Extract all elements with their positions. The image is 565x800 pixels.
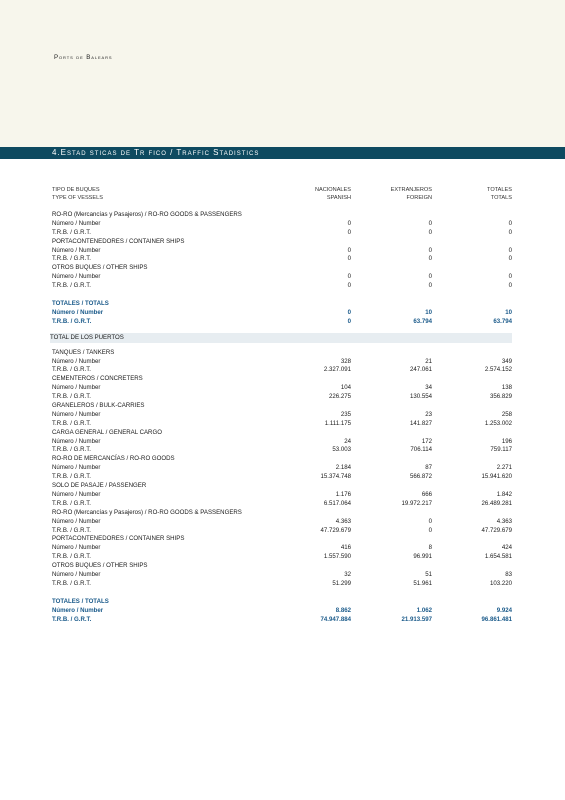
cell-total: 103.220 (489, 579, 512, 587)
row-label: PORTACONTENEDORES / CONTAINER SHIPS (52, 535, 185, 543)
cell-spanish: 1.176 (335, 490, 351, 498)
cell-total: 83 (505, 570, 512, 578)
cell-foreign: 87 (425, 464, 432, 472)
row-label: T.R.B. / G.R.T. (52, 228, 91, 236)
cell-total: 258 (501, 410, 512, 418)
row-label: OTROS BUQUES / OTHER SHIPS (52, 264, 148, 272)
cell-total: 0 (508, 228, 512, 236)
table-row (52, 273, 512, 282)
cell-spanish: 24 (344, 437, 351, 445)
header-foreign-en: FOREIGN (406, 195, 432, 201)
cell-total: 196 (501, 437, 512, 445)
cell-spanish: 416 (340, 544, 351, 552)
row-label: Número / Number (52, 570, 101, 578)
cell-total: 10 (505, 308, 512, 316)
table-row (52, 473, 512, 482)
section-title: 4.Estad sticas de Tr fico / Traffic Stadistics (52, 148, 260, 157)
row-label: CEMENTEROS / CONCRETERS (52, 375, 143, 383)
table-row (52, 491, 512, 500)
cell-spanish: 4.363 (335, 517, 351, 525)
cell-spanish: 74.947.884 (320, 615, 351, 623)
table-row (52, 229, 512, 238)
row-label: T.R.B. / G.R.T. (52, 553, 91, 561)
row-label: T.R.B. / G.R.T. (52, 499, 91, 507)
table-row (52, 571, 512, 580)
row-label: T.R.B. / G.R.T. (52, 317, 92, 325)
cell-total: 759.117 (490, 446, 512, 454)
table-row (52, 527, 512, 536)
table-row (52, 393, 512, 402)
cell-total: 96.861.481 (481, 615, 512, 623)
publisher-label: Ports de Balears (54, 54, 113, 61)
cell-spanish: 0 (347, 317, 351, 325)
cell-spanish: 1.557.590 (323, 553, 351, 561)
table-row (52, 438, 512, 447)
cell-total: 356.829 (489, 393, 512, 401)
cell-spanish: 6.517.064 (323, 499, 351, 507)
row-label: CARGA GENERAL / GENERAL CARGO (52, 428, 162, 436)
part1-rows (52, 211, 512, 291)
table-row (52, 509, 512, 518)
cell-total: 0 (508, 273, 512, 281)
cell-foreign: 1.062 (416, 606, 432, 614)
totals-row (52, 607, 512, 616)
cell-foreign: 0 (428, 219, 432, 227)
table-row (52, 580, 512, 589)
row-label: GRANELEROS / BULK-CARRIES (52, 402, 145, 410)
cell-spanish: 0 (347, 273, 351, 281)
row-label: T.R.B. / G.R.T. (52, 526, 91, 534)
part2-rows (52, 349, 512, 589)
table-row (52, 247, 512, 256)
cell-total: 26.489.281 (481, 499, 512, 507)
cell-foreign: 0 (428, 255, 432, 263)
table-row (52, 464, 512, 473)
row-label: Número / Number (52, 246, 101, 254)
cell-total: 1.842 (496, 490, 512, 498)
cell-foreign: 0 (428, 517, 432, 525)
row-label: T.R.B. / G.R.T. (52, 393, 91, 401)
cell-total: 0 (508, 282, 512, 290)
header-band (0, 0, 565, 147)
table-row (52, 384, 512, 393)
cell-total: 1.654.581 (484, 553, 512, 561)
row-label: Número / Number (52, 308, 104, 316)
table-row (52, 411, 512, 420)
cell-foreign: 23 (425, 410, 432, 418)
row-label: TOTALES / TOTALS (52, 597, 109, 605)
table-row (52, 349, 512, 358)
header-spanish-es: NACIONALES (314, 187, 351, 193)
totals-row (52, 300, 512, 309)
totals-row (52, 318, 512, 327)
cell-spanish: 0 (347, 308, 351, 316)
row-label: RO-RO (Mercancías y Pasajeros) / RO-RO GOODS & PASSENGERS (52, 211, 242, 218)
cell-spanish: 47.729.679 (320, 526, 351, 534)
row-label: Número / Number (52, 464, 101, 472)
row-label: Número / Number (52, 410, 101, 418)
cell-foreign: 666 (421, 490, 432, 498)
cell-spanish: 0 (347, 219, 351, 227)
cell-spanish: 328 (340, 357, 351, 365)
cell-spanish: 0 (347, 246, 351, 254)
cell-foreign: 130.554 (409, 393, 432, 401)
table-row (52, 544, 512, 553)
cell-spanish: 2.184 (335, 464, 351, 472)
cell-spanish: 0 (347, 255, 351, 263)
cell-total: 0 (508, 255, 512, 263)
total-ports-label: TOTAL DE LOS PUERTOS (50, 333, 124, 341)
cell-foreign: 96.991 (413, 553, 432, 561)
cell-foreign: 0 (428, 282, 432, 290)
table-row (52, 366, 512, 375)
cell-spanish: 104 (340, 384, 351, 392)
cell-total: 2.574.152 (484, 366, 512, 374)
cell-foreign: 0 (428, 246, 432, 254)
cell-foreign: 0 (428, 228, 432, 236)
row-label: TANQUES / TANKERS (52, 348, 115, 356)
part2-totals (52, 598, 512, 625)
totals-row (52, 309, 512, 318)
header-foreign-es: EXTRANJEROS (390, 187, 432, 193)
table-row (52, 282, 512, 291)
cell-foreign: 247.061 (409, 366, 432, 374)
row-label: T.R.B. / G.R.T. (52, 255, 91, 263)
cell-foreign: 51 (425, 570, 432, 578)
header-vessel-type-es: TIPO DE BUQUES (52, 187, 100, 193)
row-label: PORTACONTENEDORES / CONTAINER SHIPS (52, 237, 185, 245)
cell-total: 63.794 (493, 317, 512, 325)
cell-foreign: 8 (428, 544, 432, 552)
totals-row (52, 598, 512, 607)
table-row (52, 211, 512, 220)
row-label: Número / Number (52, 437, 101, 445)
column-header-row-2 (52, 194, 512, 202)
table-row (52, 535, 512, 544)
row-label: Número / Number (52, 606, 104, 614)
table-row (52, 482, 512, 491)
table-row (52, 562, 512, 571)
cell-spanish: 15.374.748 (320, 473, 351, 481)
row-label: T.R.B. / G.R.T. (52, 366, 91, 374)
row-label: Número / Number (52, 384, 101, 392)
row-label: TOTALES / TOTALS (52, 300, 109, 308)
cell-total: 47.729.679 (481, 526, 512, 534)
cell-spanish: 235 (340, 410, 351, 418)
cell-foreign: 0 (428, 526, 432, 534)
row-label: Número / Number (52, 273, 101, 281)
cell-spanish: 226.275 (328, 393, 351, 401)
table-row (52, 358, 512, 367)
table-row (52, 402, 512, 411)
row-label: Número / Number (52, 357, 101, 365)
row-label: RO-RO DE MERCANCÍAS / RO-RO GOODS (52, 455, 175, 463)
row-label: T.R.B. / G.R.T. (52, 579, 91, 587)
cell-spanish: 0 (347, 228, 351, 236)
cell-total: 2.271 (496, 464, 512, 472)
cell-total: 349 (501, 357, 512, 365)
row-label: T.R.B. / G.R.T. (52, 282, 91, 290)
cell-foreign: 566.872 (409, 473, 432, 481)
cell-total: 15.941.620 (481, 473, 512, 481)
cell-foreign: 10 (425, 308, 432, 316)
table-row (52, 446, 512, 455)
cell-spanish: 8.862 (335, 606, 351, 614)
row-label: Número / Number (52, 219, 101, 227)
cell-spanish: 53.003 (332, 446, 351, 454)
table-row (52, 429, 512, 438)
row-label: Número / Number (52, 490, 101, 498)
table-row (52, 220, 512, 229)
header-spanish-en: SPANISH (326, 195, 351, 201)
cell-foreign: 172 (421, 437, 432, 445)
row-label: T.R.B. / G.R.T. (52, 615, 92, 623)
row-label: Número / Number (52, 517, 101, 525)
total-ports-band (50, 333, 512, 343)
row-label: RO-RO (Mercancías y Pasajeros) / RO-RO GOODS & PASSENGERS (52, 508, 242, 516)
row-label: Número / Number (52, 544, 101, 552)
cell-total: 4.363 (496, 517, 512, 525)
column-header-row-1 (52, 186, 512, 194)
table-row (52, 420, 512, 429)
cell-total: 1.253.002 (484, 419, 512, 427)
cell-foreign: 51.961 (413, 579, 432, 587)
table-row (52, 500, 512, 509)
row-label: T.R.B. / G.R.T. (52, 473, 91, 481)
table-row (52, 255, 512, 264)
header-totals-es: TOTALES (487, 187, 512, 193)
cell-foreign: 34 (425, 384, 432, 392)
table-row (52, 264, 512, 273)
cell-spanish: 51.299 (332, 579, 351, 587)
cell-foreign: 706.114 (410, 446, 432, 454)
cell-foreign: 21 (425, 357, 432, 365)
cell-total: 0 (508, 246, 512, 254)
row-label: T.R.B. / G.R.T. (52, 446, 91, 454)
row-label: OTROS BUQUES / OTHER SHIPS (52, 562, 148, 570)
row-label: SOLO DE PASAJE / PASSENGER (52, 482, 147, 490)
cell-foreign: 21.913.597 (401, 615, 432, 623)
row-label: T.R.B. / G.R.T. (52, 419, 91, 427)
table-row (52, 553, 512, 562)
cell-total: 138 (501, 384, 512, 392)
part1-totals (52, 300, 512, 327)
cell-spanish: 0 (347, 282, 351, 290)
section-title-bar (0, 147, 565, 159)
table-row (52, 518, 512, 527)
table-row (52, 238, 512, 247)
totals-row (52, 616, 512, 625)
cell-foreign: 63.794 (413, 317, 432, 325)
header-vessel-type-en: TYPE OF VESSELS (52, 195, 103, 201)
cell-spanish: 2.327.091 (323, 366, 351, 374)
cell-spanish: 32 (344, 570, 351, 578)
cell-foreign: 0 (428, 273, 432, 281)
table-row (52, 455, 512, 464)
cell-total: 0 (508, 219, 512, 227)
header-totals-en: TOTALS (490, 195, 512, 201)
table-row (52, 375, 512, 384)
cell-total: 424 (501, 544, 512, 552)
cell-foreign: 141.827 (409, 419, 432, 427)
cell-foreign: 19.972.217 (401, 499, 432, 507)
cell-spanish: 1.111.175 (324, 419, 351, 427)
traffic-statistics-table (52, 186, 512, 624)
cell-total: 9.924 (496, 606, 512, 614)
